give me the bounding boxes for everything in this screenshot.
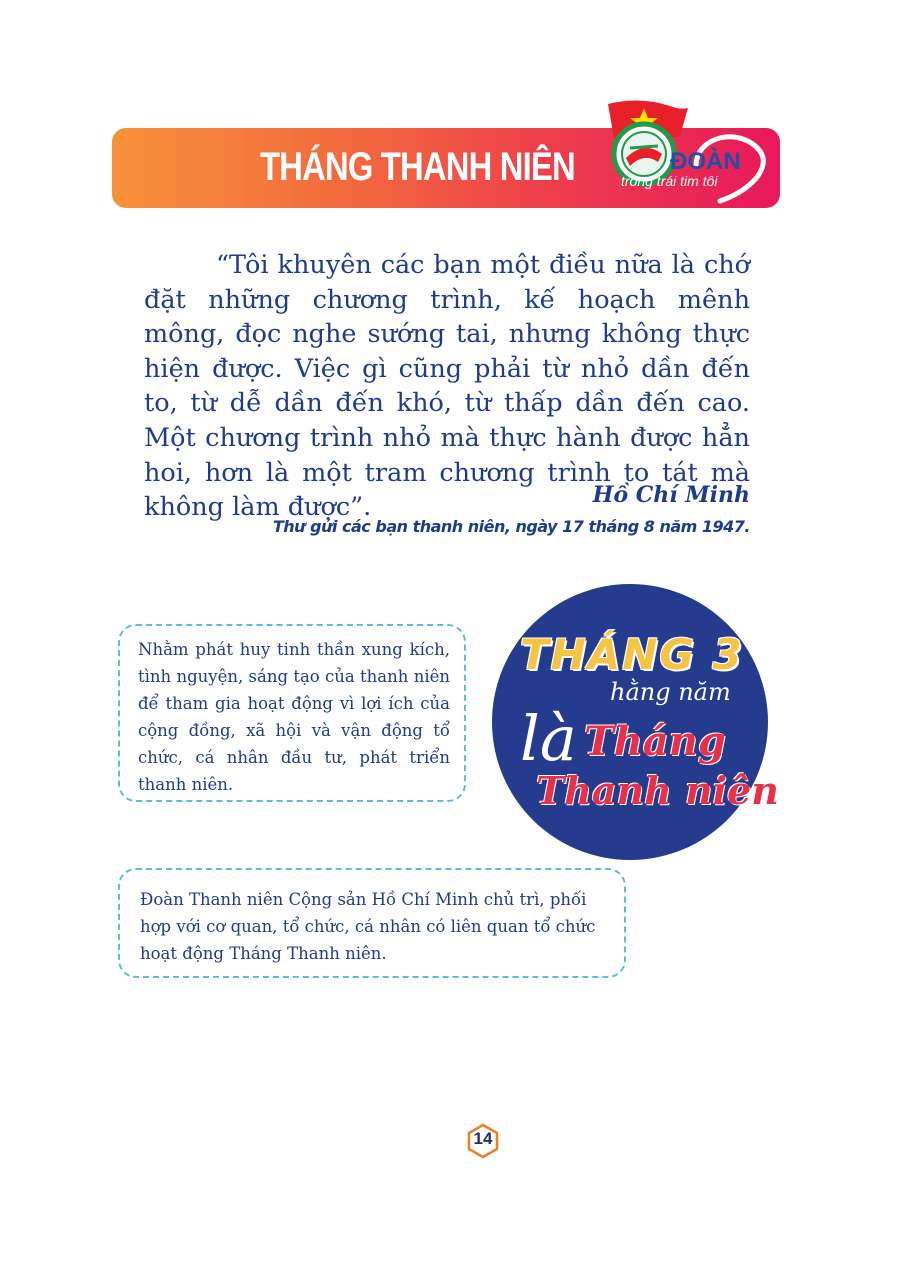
badge-script-line2: Thanh niên [536,768,779,813]
badge-connector: là [520,702,577,775]
badge-headline: THÁNG 3 [520,630,744,679]
quote-text: “Tôi khuyên các bạn một điều nữa là chớ đặt những chương trình, kế hoạch mênh mông, đọc nghe sướng tai, nhưng không thực hiện được. Việc gì cũng phải từ nhỏ dần đến to, từ dễ dần đến khó, từ thấp dần đến cao. Một chương trình nhỏ mà thực hành được hẳn hoi, hơn là một tram chương trình to tát mà không làm được”. [144,250,750,523]
logo-brand-text: ĐOÀN [670,148,741,175]
info-box-organizer-text: Đoàn Thanh niên Cộng sản Hồ Chí Minh chủ trì, phối hợp với cơ quan, tổ chức, cá nhân có liên quan tổ chức hoạt động Tháng Thanh niên. [140,890,596,963]
page-title: THÁNG THANH NIÊN [260,145,575,189]
march-youth-month-badge [492,584,779,860]
badge-subline: hằng năm [610,678,731,706]
info-box-organizer [118,868,626,978]
info-box-purpose-text: Nhằm phát huy tinh thần xung kích, tình nguyện, sáng tạo của thanh niên để tham gia hoạt động vì lợi ích của cộng đồng, xã hội và vận động tổ chức, cá nhân đầu tư, phát triển thanh niên. [138,640,450,794]
info-box-purpose [118,624,466,802]
badge-script-line1: Tháng [584,718,726,765]
doan-logo [600,96,770,208]
quote-source: Thư gửi các bạn thanh niên, ngày 17 tháng 8 năm 1947. [272,517,750,536]
quote-author: Hồ Chí Minh [592,482,750,508]
logo-tagline: trong trái tim tôi [621,173,718,189]
page-number: 14 [473,1129,493,1148]
page-number-badge [466,1123,500,1159]
